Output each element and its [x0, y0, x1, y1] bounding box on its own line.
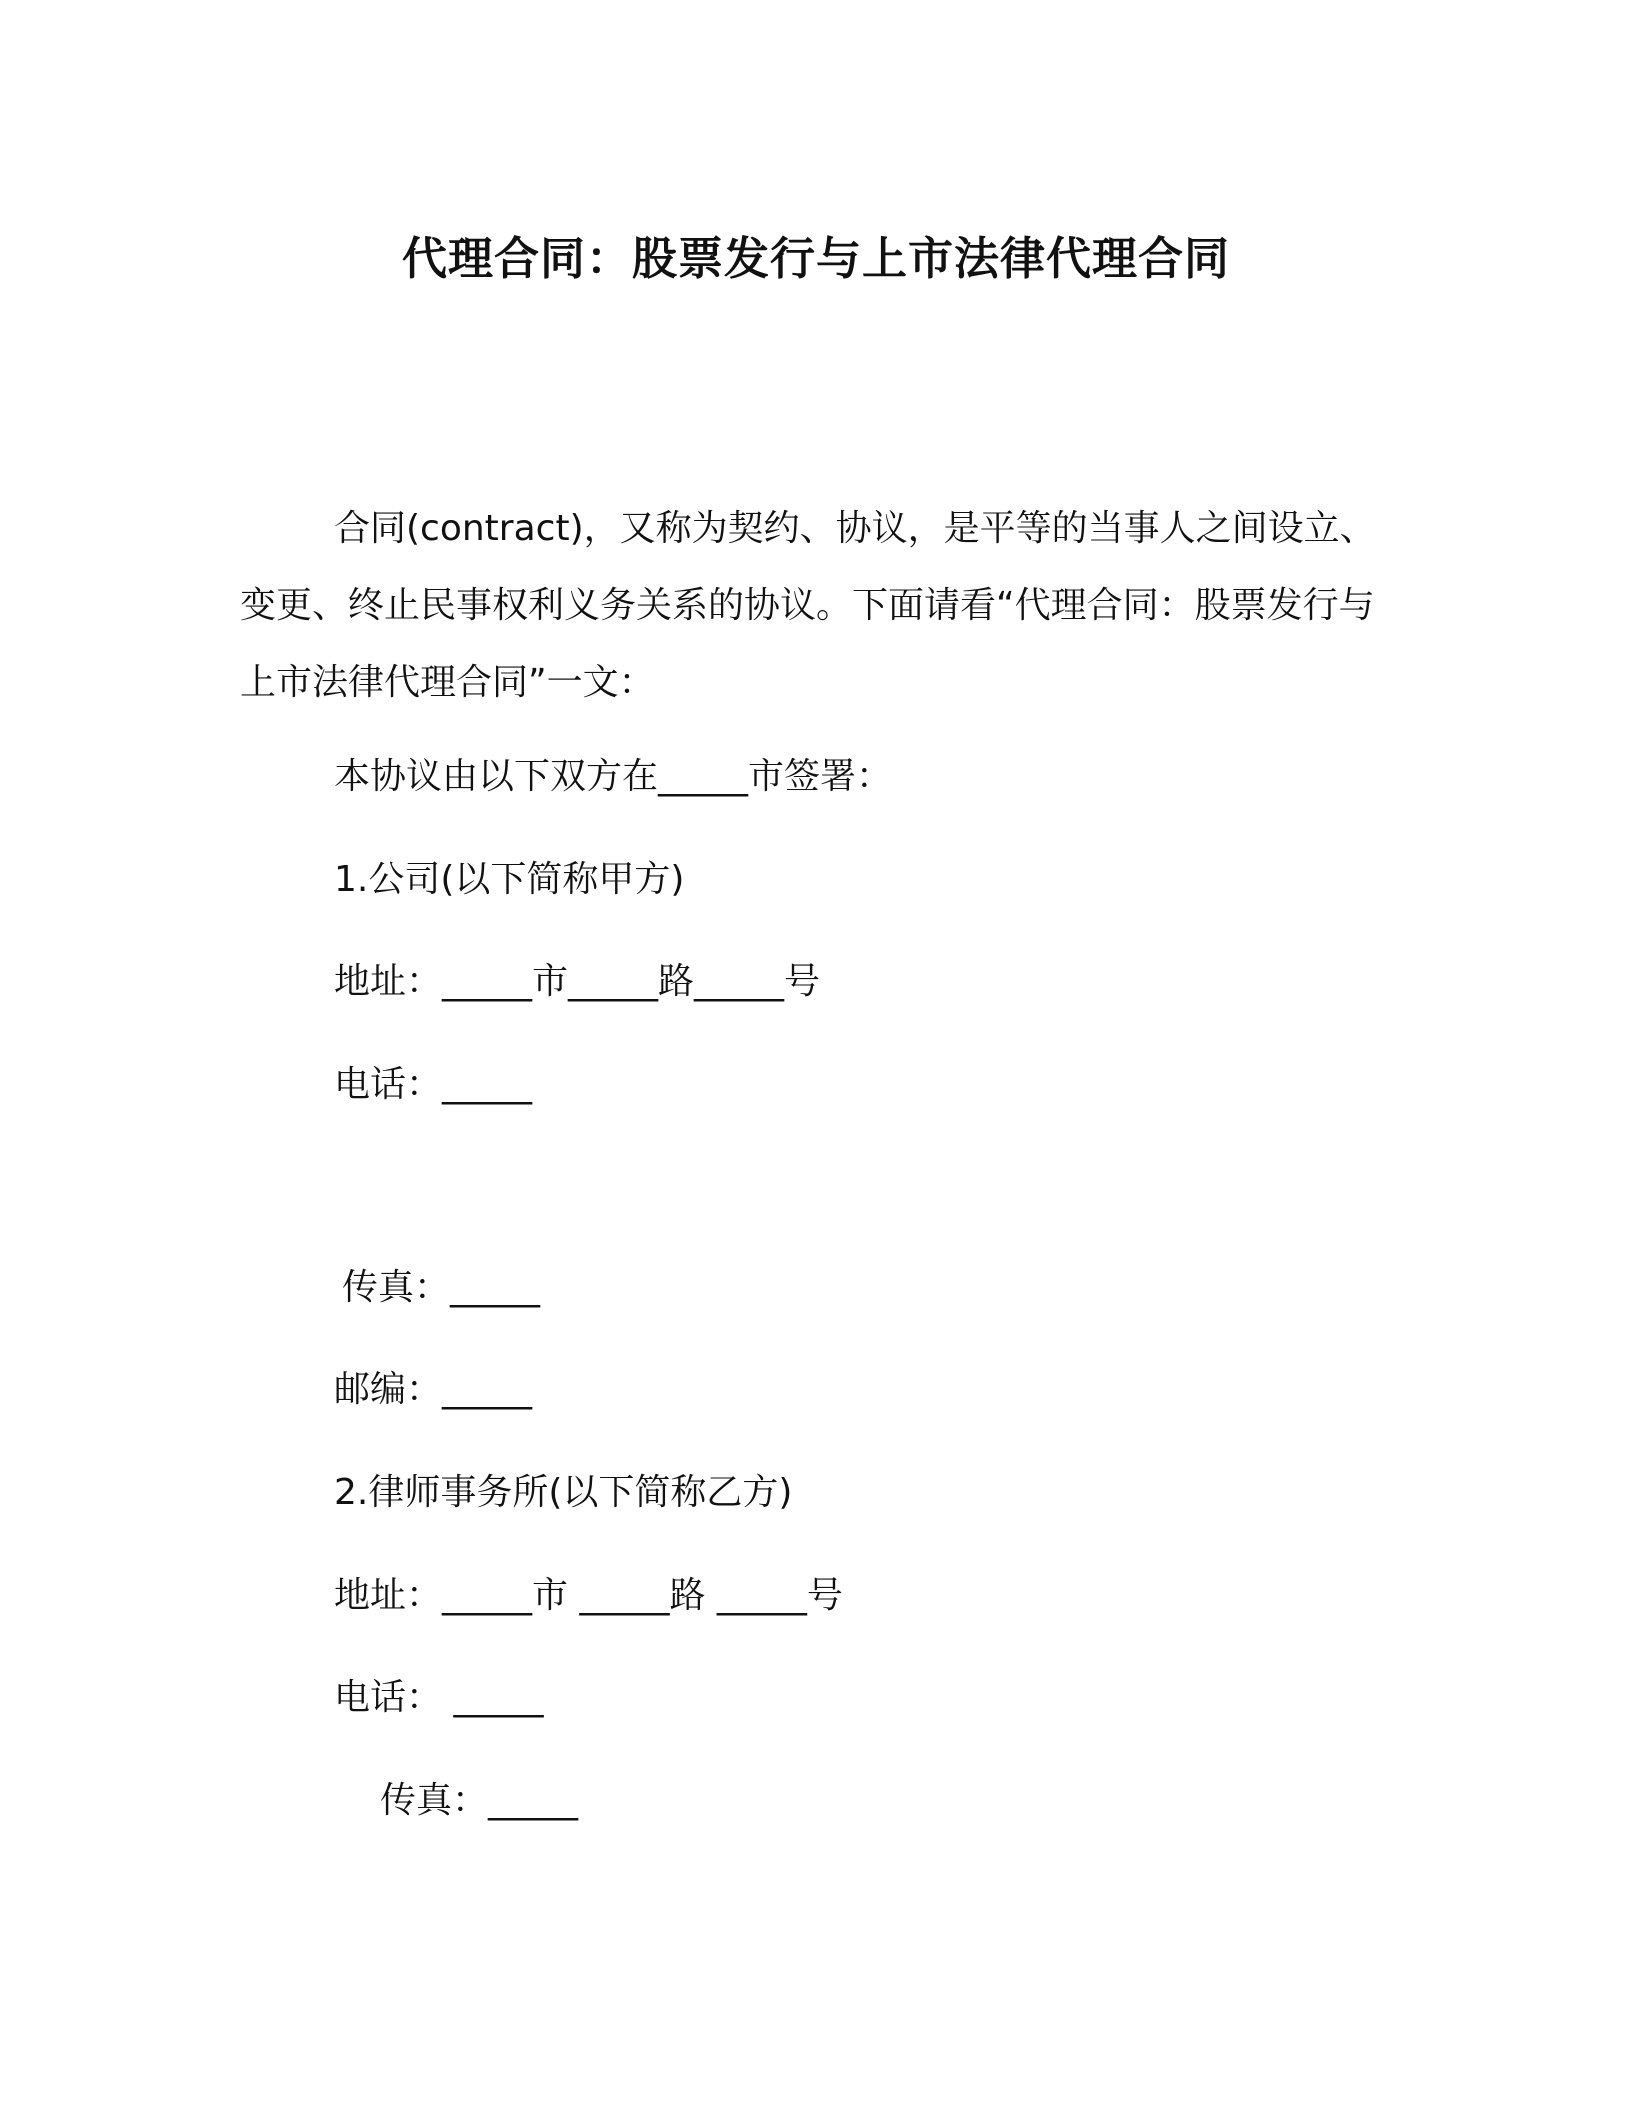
party-b-phone: 电话： _____ [334, 1677, 544, 1718]
party-a-address: 地址：_____市_____路_____号 [334, 961, 821, 1002]
party-b-fax: 传真：_____ [380, 1780, 579, 1821]
signing-place-line: 本协议由以下双方在_____市签署： [334, 756, 893, 797]
party-b-heading: 2.律师事务所(以下简称乙方) [334, 1472, 793, 1513]
intro-paragraph: 合同(contract)，又称为契约、协议，是平等的当事人之间设立、变更、终止民事权利义务关系的协议。下面请看“代理合同：股票发行与上市法律代理合同”一文： [240, 508, 1376, 703]
party-b-address: 地址：_____市 _____路 _____号 [334, 1575, 843, 1616]
party-a-postcode: 邮编：_____ [334, 1369, 533, 1410]
party-a-fax: 传真：_____ [342, 1267, 541, 1308]
document-title: 代理合同：股票发行与上市法律代理合同 [401, 232, 1230, 285]
party-a-heading: 1.公司(以下简称甲方) [334, 859, 685, 900]
party-a-phone: 电话：_____ [334, 1064, 533, 1105]
